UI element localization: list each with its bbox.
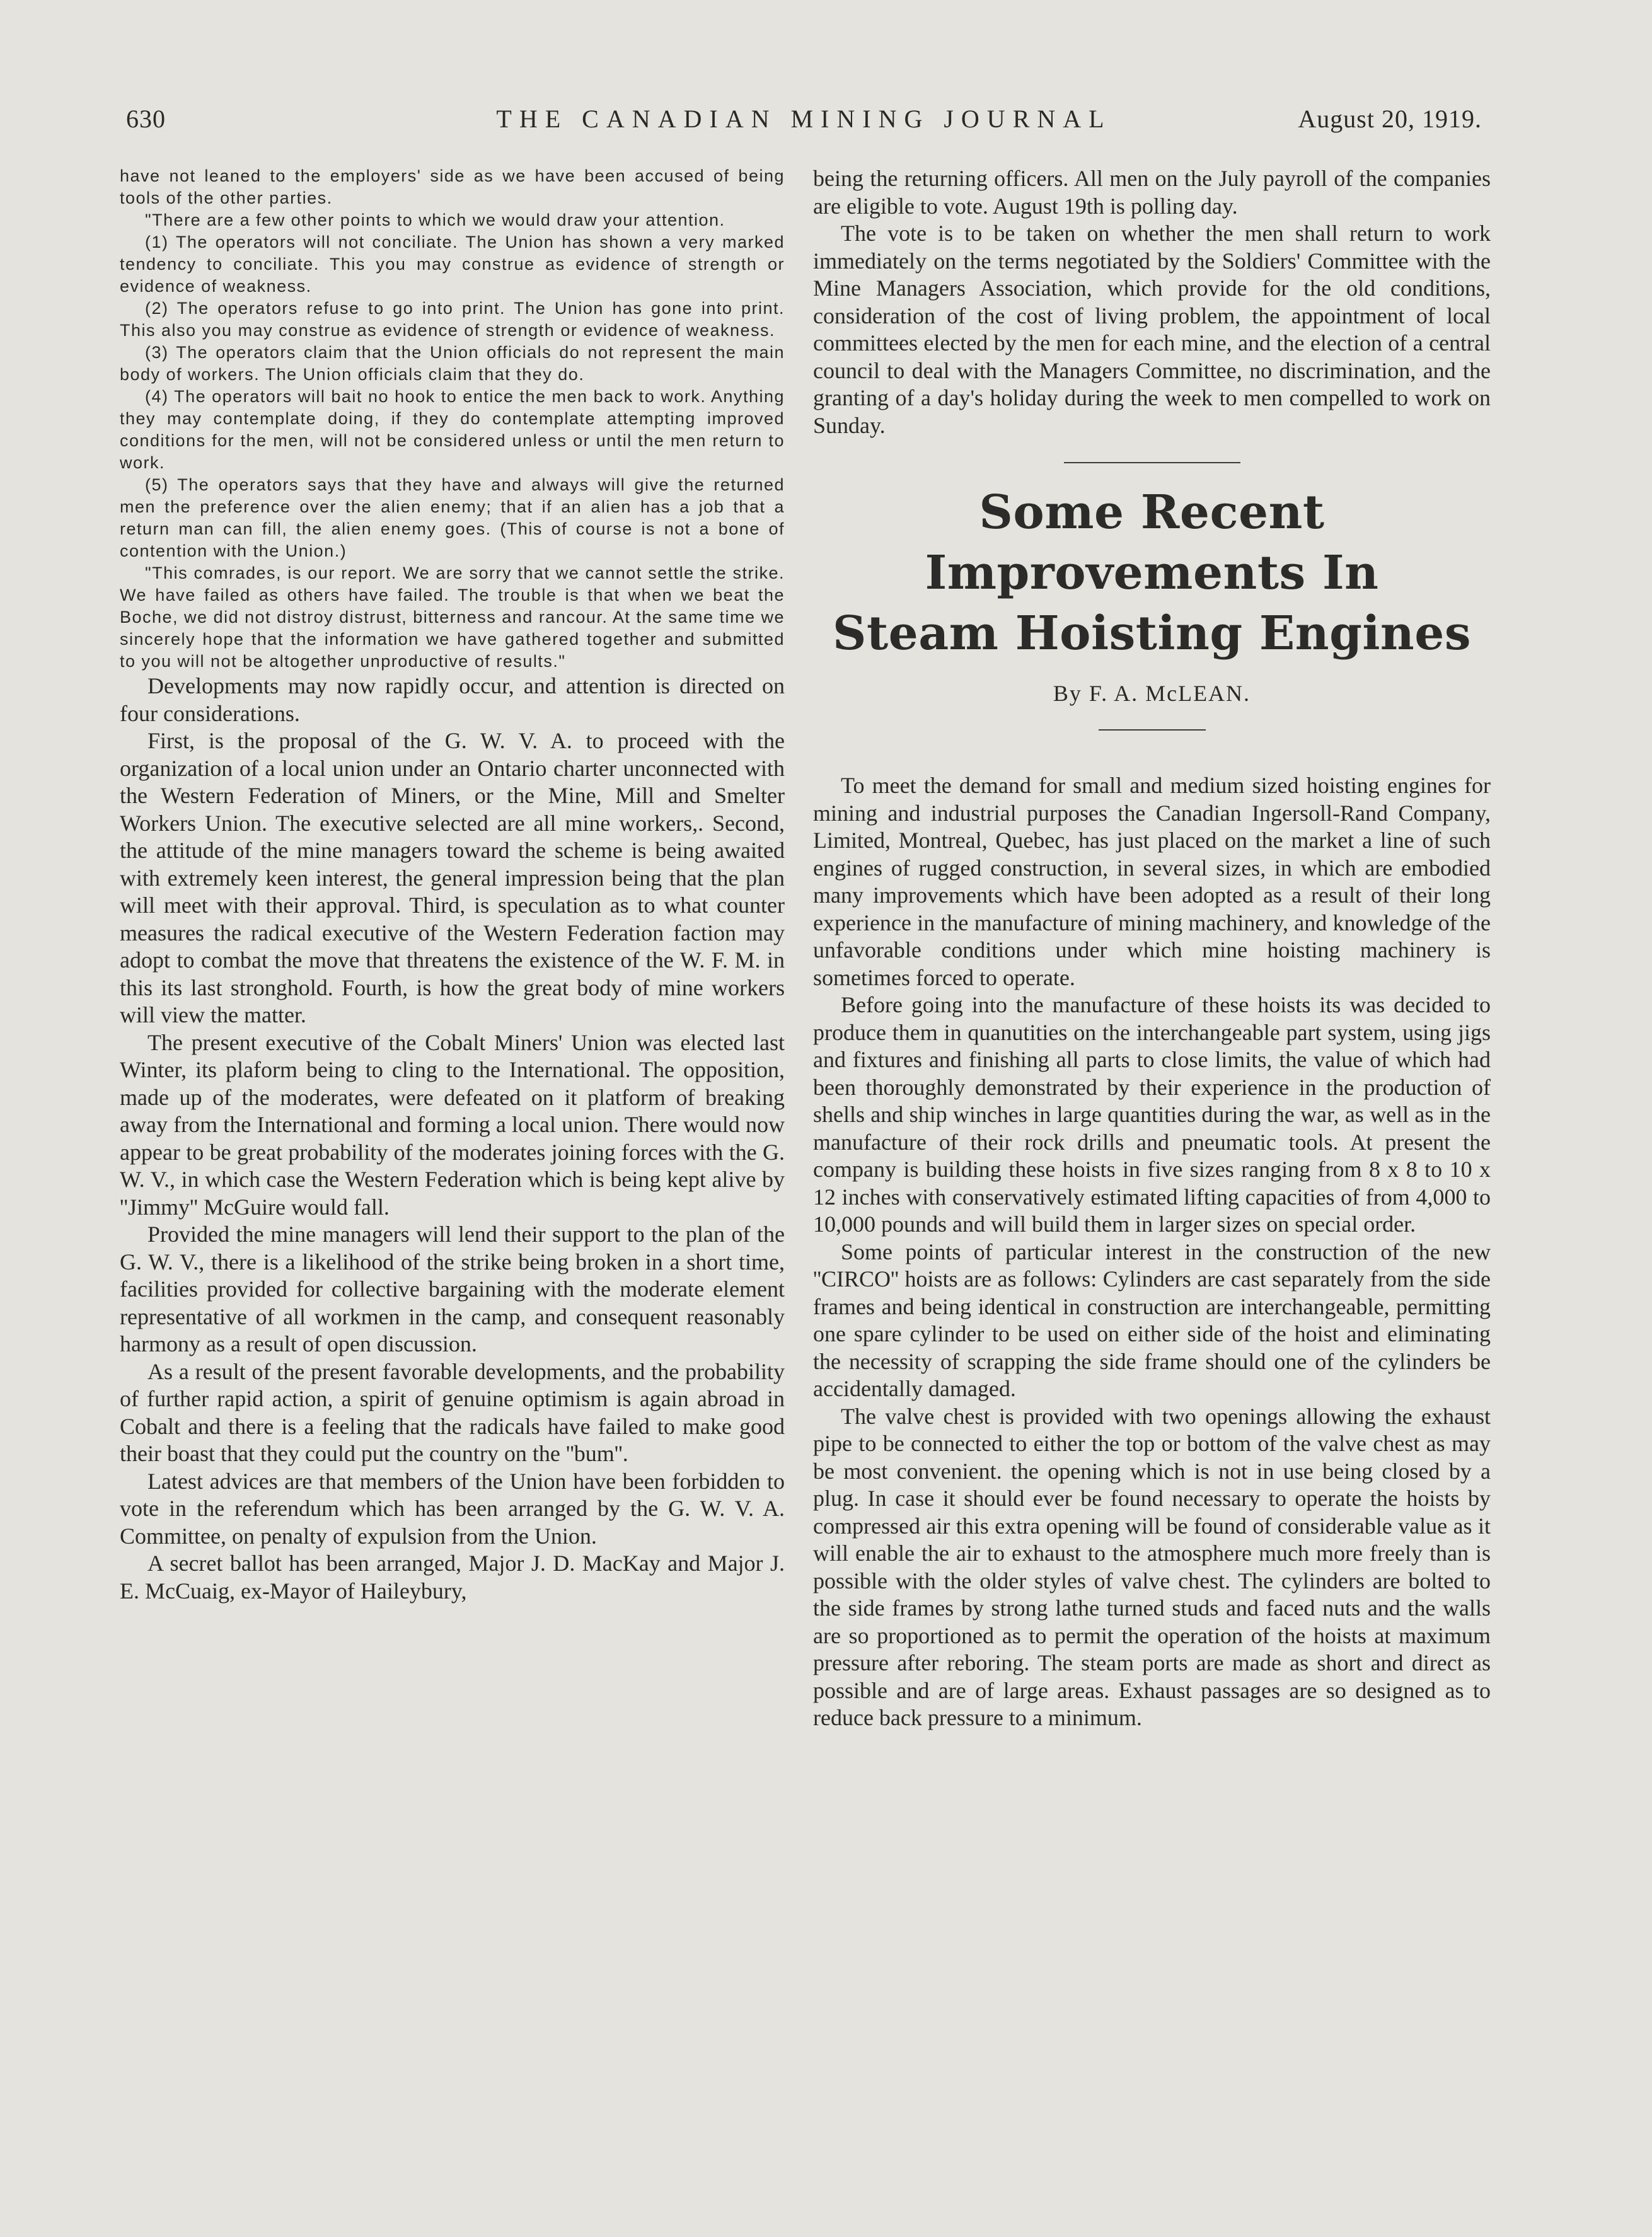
body-paragraph: Provided the mine managers will lend their support to the plan of the G. W. V., there is a likelihood of the strike being broken in a short time, facilities provided for collective bargaining with the moderate element representative of all workmen in the camp, and consequent reasonably harmony as a result of open discussion. xyxy=(120,1222,785,1356)
body-paragraph: A secret ballot has been arranged, Major J. D. MacKay and Major J. E. McCuaig, ex-Mayor of Haileybury, xyxy=(120,1551,785,1604)
body-paragraph: The valve chest is provided with two openings allowing the exhaust pipe to be connected to either the top or bottom of the valve chest as may be most convenient. the opening which is not in use being closed by a plug. In case it should ever be found necessary to operate the hoists by compressed air this extra opening will be found of considerable value as it will enable the air to exhaust to the atmosphere much more freely than is possible with the older styles of valve chest. The cylinders are bolted to the side frames by strong lathe turned studs and faced nuts and the walls are so proportioned as to permit the operation of the hoists at maximum pressure after reboring. The steam ports are made as short and direct as possible and are of large areas. Exhaust passages are so designed as to reduce back pressure to a minimum. xyxy=(813,1403,1491,1730)
body-paragraph: The present executive of the Cobalt Miners' Union was elected last Winter, its plaform being to cling to the International. The opposition, made up of the moderates, were defeated on it platform of breaking away from the International and forming a local union. There would now appear to be great probability of the moderates joining forces with the G. W. V., in which case the Western Federation which is being kept alive by ''Jimmy'' McGuire would fall. xyxy=(120,1029,785,1220)
headline-line: Some Recent Improvements In xyxy=(925,485,1379,600)
quote-paragraph: (3) The operators claim that the Union officials do not represent the main body of workers. The Union officials claim that they do. xyxy=(120,343,785,384)
body-paragraph: As a result of the present favorable developments, and the probability of further rapid action, a spirit of genuine optimism is again abroad in Cobalt and there is a feeling that the radicals have failed to make good their boast that they could put the country on the ''bum''. xyxy=(120,1358,785,1466)
journal-title: THE CANADIAN MINING JOURNAL xyxy=(496,105,1112,133)
article-headline xyxy=(813,482,1491,664)
quote-paragraph: have not leaned to the employers' side as we have been accused of being tools of the other parties. xyxy=(120,166,785,207)
quoted-report xyxy=(120,165,785,673)
quote-paragraph: "This comrades, is our report. We are sorry that we cannot settle the strike. We have failed as others have failed. The trouble is that when we beat the Boche, we did not distroy distrust, bitterness and rancour. At the same time we sincerely hope that the information we have gathered together and submitted to you will not be altogether unproductive of results." xyxy=(120,564,785,671)
continued-text xyxy=(813,165,1491,439)
issue-date: August 20, 1919. xyxy=(1298,105,1482,133)
quote-paragraph: (1) The operators will not conciliate. The Union has shown a very marked tendency to conciliate. This you may construe as evidence of strength or evidence of weakness. xyxy=(120,233,785,296)
body-paragraph: Latest advices are that members of the Union have been forbidden to vote in the referendum which has been arranged by the G. W. V. A. Committee, on penalty of expulsion from the Union. xyxy=(120,1468,785,1549)
body-paragraph: Before going into the manufacture of these hoists its was decided to produce them in quanutities on the interchangeable part system, using jigs and fixtures and finishing all parts to close limits, the value of which had been thoroughly demonstrated by their experience in the production of shells and ship winches in large quantities during the war, as well as in the manufacture of their rock drills and pneumatic tools. At present the company is building these hoists in five sizes ranging from 8 x 8 to 10 x 12 inches with conservatively estimated lifting capacities of from 4,000 to 10,000 pounds and will build them in larger sizes on special order. xyxy=(813,992,1491,1237)
page-number: 630 xyxy=(126,105,166,133)
article-heading xyxy=(813,462,1491,731)
running-header xyxy=(126,104,1482,142)
body-paragraph: First, is the proposal of the G. W. V. A. to proceed with the organization of a local union under an Ontario charter unconnected with the Western Federation of Miners, or the Mine, Mill and Smelter Workers Union. The executive selected are all mine workers,. Second, the attitude of the mine managers toward the scheme is being awaited with extremely keen interest, the general impression being that the plan will meet with their approval. Third, is speculation as to what counter measures the radical executive of the Western Federation faction may adopt to combat the move that threatens the existence of the W. F. M. in this its last stronghold. Fourth, is how the great body of mine workers will view the matter. xyxy=(120,728,785,1027)
quote-paragraph: (5) The operators says that they have and always will give the returned men the preference over the alien enemy; that if an alien has a job that a return man can fill, the alien enemy goes. (This of course is not a bone of contention with the Union.) xyxy=(120,475,785,560)
body-paragraph: The vote is to be taken on whether the men shall return to work immediately on the terms negotiated by the Soldiers' Committee with the Mine Managers Association, which provide for the old conditions, consideration of the cost of living problem, the appointment of local committees elected by the men for each mine, and the election of a central council to deal with the Managers Committee, no discrimination, and the granting of a day's holiday during the week to men compelled to work on Sunday. xyxy=(813,221,1491,438)
divider-rule xyxy=(1099,729,1206,731)
right-column xyxy=(813,165,1491,1732)
body-paragraph: Developments may now rapidly occur, and attention is directed on four considerations. xyxy=(120,673,785,726)
left-body-text xyxy=(120,673,785,1605)
article-body xyxy=(813,772,1491,1732)
body-paragraph: To meet the demand for small and medium sized hoisting engines for mining and industrial purposes the Canadian Ingersoll-Rand Company, Limited, Montreal, Quebec, has just placed on the market a line of such engines of rugged construction, in several sizes, in which are embodied many improvements which have been adopted as a result of their long experience in the manufacture of mining machinery, and knowledge of the unfavorable conditions under which mine hoisting machinery is sometimes forced to operate. xyxy=(813,773,1491,990)
quote-paragraph: (2) The operators refuse to go into print. The Union has gone into print. This also you may construe as evidence of strength or evidence of weakness. xyxy=(120,299,785,340)
body-paragraph: being the returning officers. All men on the July payroll of the companies are eligible to vote. August 19th is polling day. xyxy=(813,166,1491,219)
headline-line: Steam Hoisting Engines xyxy=(833,606,1471,661)
divider-rule xyxy=(1064,462,1240,463)
quote-paragraph: "There are a few other points to which we would draw your attention. xyxy=(145,211,725,229)
byline: By F. A. McLEAN. xyxy=(1053,681,1251,706)
quote-paragraph: (4) The operators will bait no hook to entice the men back to work. Anything they may contemplate doing, if they do contemplate attempting improved conditions for the men, will not be considered unless or until the men return to work. xyxy=(120,387,785,472)
body-paragraph: Some points of particular interest in the construction of the new ''CIRCO'' hoists are as follows: Cylinders are cast separately from the side frames and being identical in construction are interchangeable, permitting one spare cylinder to be used on either side of the hoist and eliminating the necessity of scrapping the side frame should one of the cylinders be accidentally damaged. xyxy=(813,1239,1491,1401)
left-column xyxy=(120,165,785,1605)
